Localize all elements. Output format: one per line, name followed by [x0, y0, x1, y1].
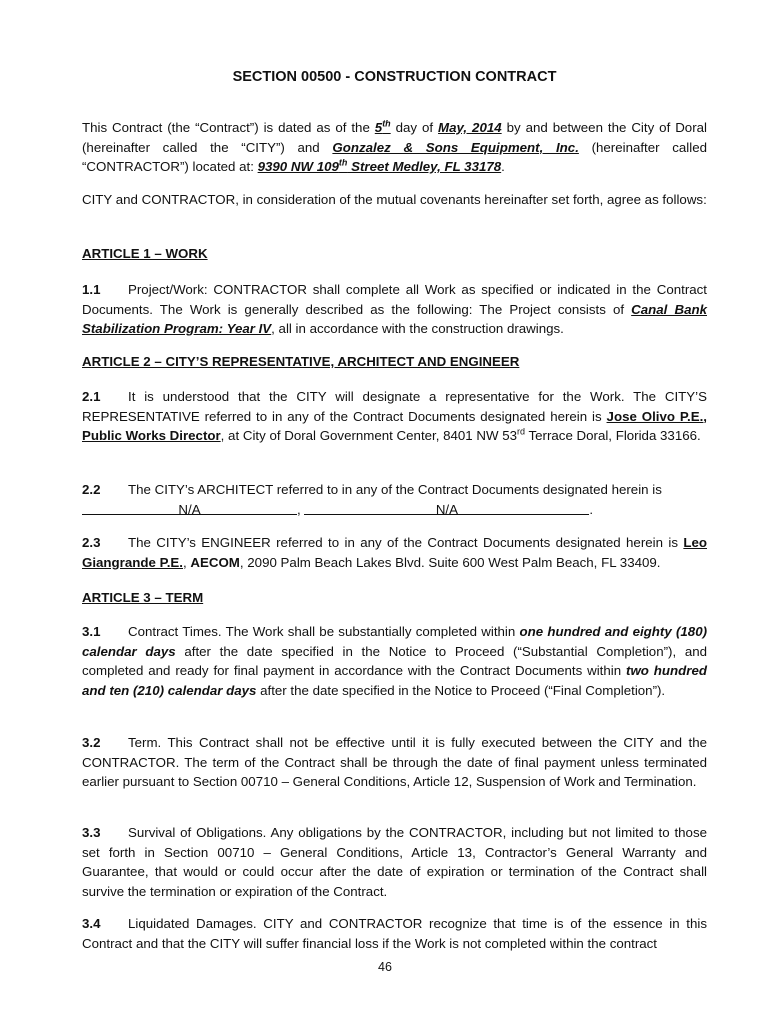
section-number: 3.4: [82, 916, 101, 931]
article-3-heading: ARTICLE 3 – TERM: [82, 590, 204, 605]
substantial-completion-days: one hundred and eighty (180) calendar days: [82, 624, 708, 659]
engineer-name: Leo Giangrande P.E.: [82, 535, 707, 570]
section-1-1: 1.1 Project/Work: CONTRACTOR shall complete all Work as specified or indicated in the Contract Documents. The Work is generally described as the following: The Project consists of Canal Bank Stabilization Program: Year IV, all in accordance with the construction drawings.: [82, 282, 707, 336]
project-name: Canal Bank Stabilization Program: Year IV: [82, 301, 707, 336]
section-3-4: 3.4 Liquidated Damages. CITY and CONTRACTOR recognize that time is of the essence in this Contract and that the CITY will suffer financial loss if the Work is not completed within the contract: [82, 916, 707, 951]
architect-field-1: N/A: [82, 500, 297, 515]
section-number: 3.3: [82, 825, 101, 840]
contractor-address: 9390 NW 109th Street Medley, FL 33178: [257, 157, 502, 174]
section-number: 2.2: [82, 482, 101, 497]
page-title: SECTION 00500 - CONSTRUCTION CONTRACT: [232, 69, 557, 85]
contract-day: 5th: [374, 118, 391, 135]
intro-paragraph: This Contract (the “Contract”) is dated as of the 5th day of May, 2014 by and between the City of Doral (hereinafter called the “CITY”) and Gonzalez & Sons Equipment, Inc. (hereinafter called “CONTRACTOR”) located at: 9390 NW 109th Street Medley, FL 33178.: [82, 118, 707, 174]
agree-paragraph: CITY and CONTRACTOR, in consideration of the mutual covenants hereinafter set forth, agree as follows:: [82, 192, 707, 207]
contractor-name: Gonzalez & Sons Equipment, Inc.: [332, 139, 579, 155]
section-number: 3.2: [82, 735, 101, 750]
section-number: 1.1: [82, 282, 101, 297]
article-2-heading: ARTICLE 2 – CITY’S REPRESENTATIVE, ARCHITECT AND ENGINEER: [82, 354, 520, 369]
representative-name: Jose Olivo P.E., Public Works Director: [82, 408, 707, 443]
section-3-2: 3.2 Term. This Contract shall not be effective until it is fully executed between the CITY and the CONTRACTOR. The term of the Contract shall be through the date of final payment unless terminated earlier pursuant to Section 00710 – General Conditions, Article 12, Suspension of Work and Termination.: [82, 735, 707, 789]
page-number: 46: [378, 960, 392, 974]
engineer-firm: AECOM: [190, 554, 240, 570]
section-3-1: 3.1 Contract Times. The Work shall be substantially completed within one hundred and eighty (180) calendar days after the date specified in the Notice to Proceed (“Substantial Completion”), and completed and ready for final payment in accordance with the Contract Documents within two hundred and ten (210) calendar days after the date specified in the Notice to Proceed (“Final Completion”).: [82, 624, 708, 698]
section-2-1: 2.1 It is understood that the CITY will designate a representative for the Work. The CITY’S REPRESENTATIVE referred to in any of the Contract Documents designated herein is Jose Olivo P.E., Public Works Director, at City of Doral Government Center, 8401 NW 53rd Terrace Doral, Florida 33166.: [82, 389, 707, 443]
section-number: 2.1: [82, 389, 101, 404]
architect-field-2: N/A: [304, 500, 589, 515]
section-3-3: 3.3 Survival of Obligations. Any obligations by the CONTRACTOR, including but not limited to those set forth in Section 00710 – General Conditions, Article 13, Contractor’s General Warranty and Guarantee, that would or could occur after the date of expiration or termination of the Contract shall survive the termination or expiration of the Contract.: [82, 825, 707, 899]
final-completion-days: two hundred and ten (210) calendar days: [82, 663, 707, 698]
contract-month-year: May, 2014: [438, 120, 502, 135]
section-2-3: 2.3 The CITY’s ENGINEER referred to in any of the Contract Documents designated herein is Leo Giangrande P.E., AECOM, 2090 Palm Beach Lakes Blvd. Suite 600 West Palm Beach, FL 33409.: [82, 535, 707, 570]
section-number: 3.1: [82, 624, 101, 639]
section-2-2: 2.2 The CITY’s ARCHITECT referred to in any of the Contract Documents designated herein is N/A , N/A .: [82, 482, 662, 517]
section-number: 2.3: [82, 535, 101, 550]
article-1-heading: ARTICLE 1 – WORK: [82, 246, 208, 261]
